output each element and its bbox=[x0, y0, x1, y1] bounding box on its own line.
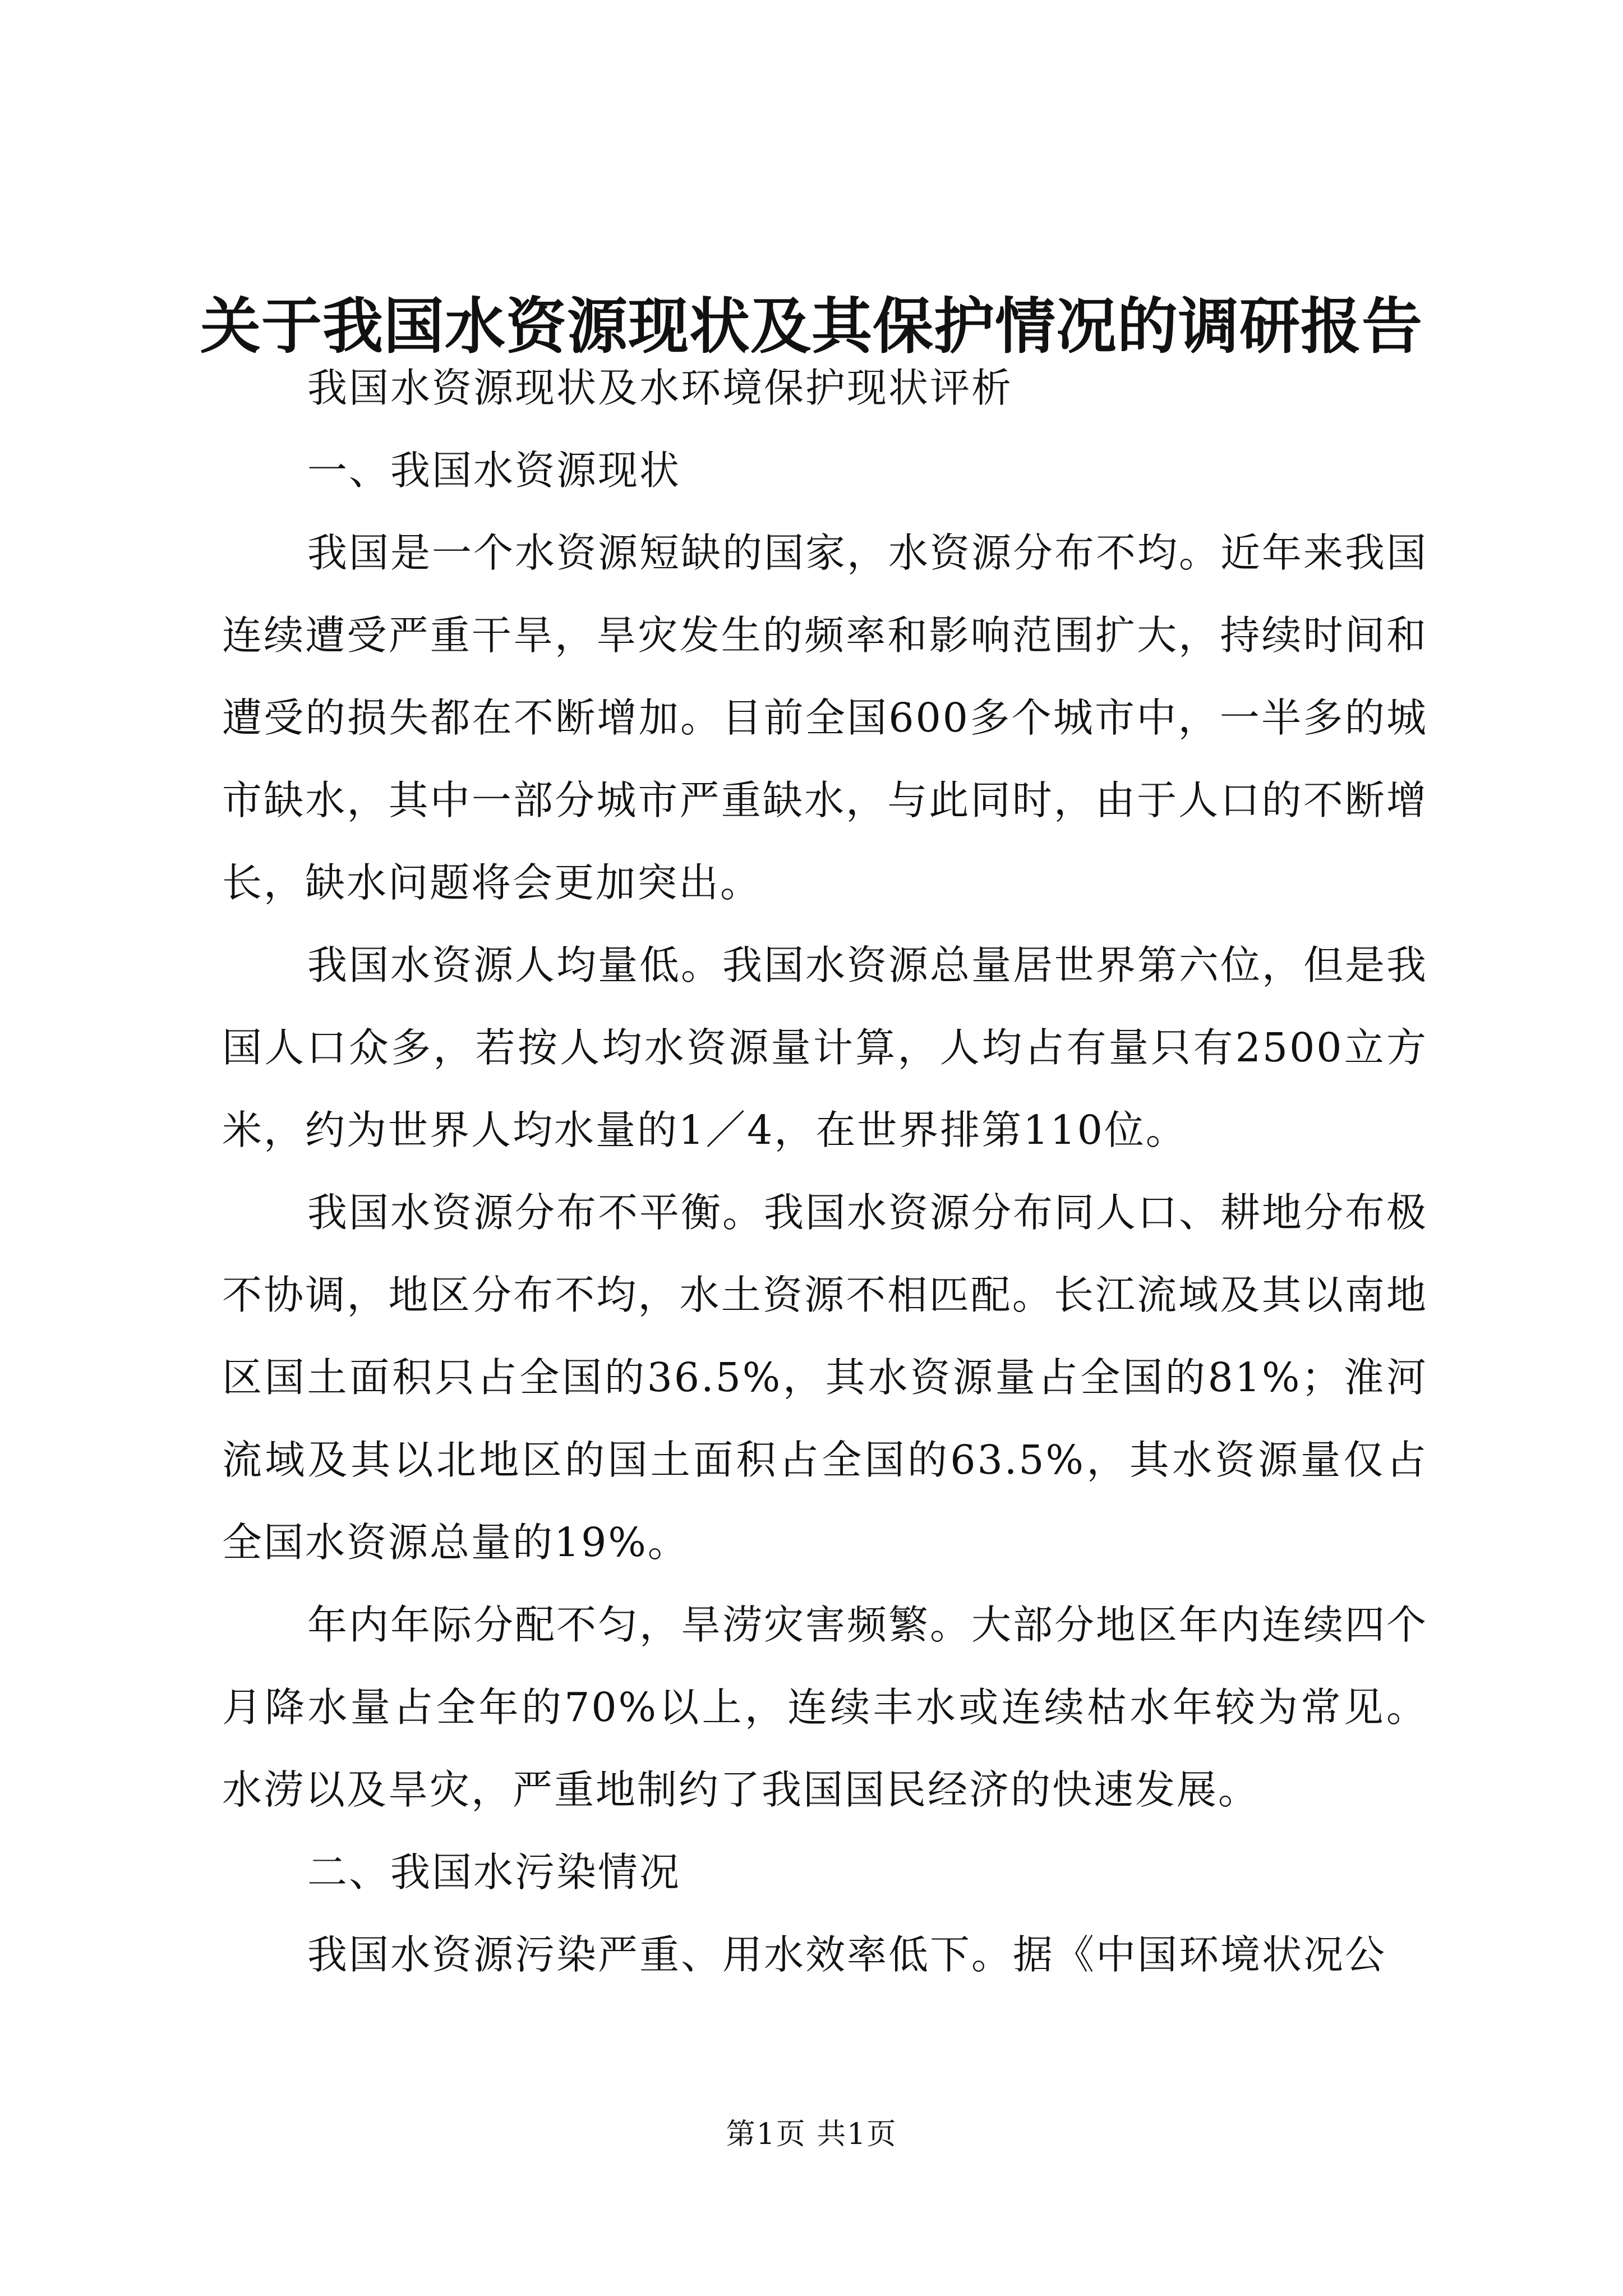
document-body bbox=[222, 347, 1428, 1996]
body-paragraph: 我国水资源分布不平衡。我国水资源分布同人口、耕地分布极不协调，地区分布不均，水土资源不相匹配。长江流域及其以南地区国土面积只占全国的36.5%，其水资源量占全国的81%；淮河流域及其以北地区的国土面积占全国的63.5%，其水资源量仅占全国水资源总量的19%。 bbox=[222, 1189, 1428, 1566]
body-paragraph: 我国水资源污染严重、用水效率低下。据《中国环境状况公 bbox=[307, 1931, 1387, 1978]
section-heading-2: 二、我国水污染情况 bbox=[307, 1849, 681, 1895]
body-paragraph: 我国是一个水资源短缺的国家，水资源分布不均。近年来我国连续遭受严重干旱，旱灾发生的频率和影响范围扩大，持续时间和遭受的损失都在不断增加。目前全国600多个城市中，一半多的城市缺水，其中一部分城市严重缺水，与此同时，由于人口的不断增长，缺水问题将会更加突出。 bbox=[222, 530, 1428, 906]
body-paragraph: 我国水资源人均量低。我国水资源总量居世界第六位，但是我国人口众多，若按人均水资源量计算，人均占有量只有2500立方米，约为世界人均水量的1／4，在世界排第110位。 bbox=[222, 942, 1428, 1153]
subtitle-paragraph: 我国水资源现状及水环境保护现状评析 bbox=[307, 365, 1013, 411]
document-title: 关于我国水资源现状及其保护情况的调研报告 bbox=[200, 291, 1423, 362]
page-number-footer: 第1页 共1页 bbox=[726, 2118, 897, 2151]
section-heading-1: 一、我国水资源现状 bbox=[307, 447, 681, 494]
body-paragraph: 年内年际分配不匀，旱涝灾害频繁。大部分地区年内连续四个月降水量占全年的70%以上，连续丰水或连续枯水年较为常见。水涝以及旱灾，严重地制约了我国国民经济的快速发展。 bbox=[222, 1602, 1428, 1813]
